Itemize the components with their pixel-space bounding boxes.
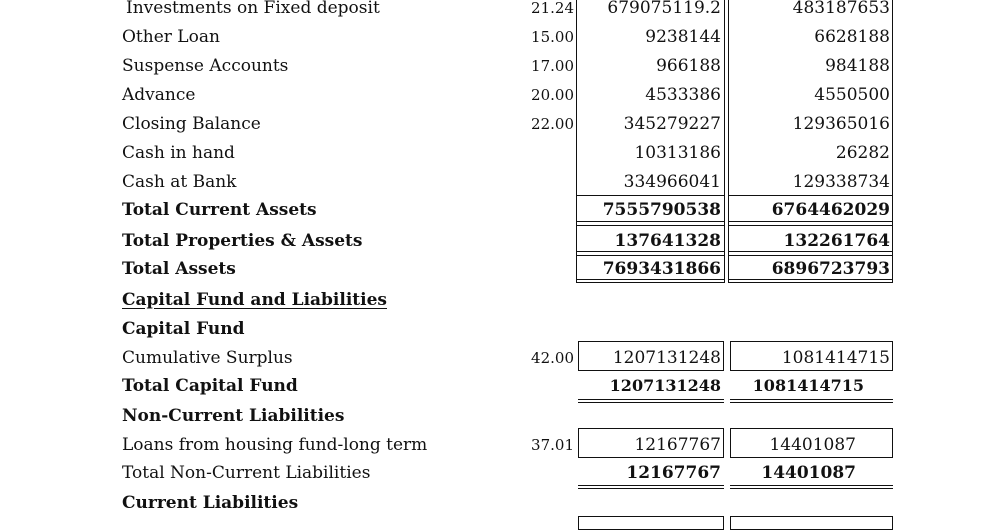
previous-year-value: 6764462029 — [771, 200, 890, 220]
row-label: Total Non-Current Liabilities — [122, 463, 371, 483]
note-number: 20.00 — [531, 86, 574, 104]
total-rule — [730, 488, 893, 489]
current-year-value: 9238144 — [645, 27, 721, 47]
current-year-value: 4533386 — [645, 85, 721, 105]
current-year-value: 1207131248 — [612, 348, 721, 368]
total-rule — [728, 279, 893, 280]
previous-year-value: 6896723793 — [771, 259, 890, 279]
row-label: Investments on Fixed deposit — [126, 0, 380, 18]
section-heading: Capital Fund and Liabilities — [122, 290, 387, 310]
column-rule — [724, 0, 725, 282]
total-rule — [730, 399, 893, 400]
column-rule — [576, 0, 577, 282]
section-heading-capital-fund — [0, 316, 1000, 344]
row-label: Cash at Bank — [122, 172, 237, 192]
previous-year-value: 26282 — [835, 143, 890, 163]
current-year-value: 679075119.2 — [607, 0, 721, 18]
total-rule — [728, 225, 893, 226]
value-box — [730, 516, 893, 530]
note-number: 37.01 — [531, 436, 574, 454]
current-year-value: 137641328 — [614, 231, 721, 251]
current-year-value: 1207131248 — [609, 376, 721, 395]
value-box — [578, 428, 724, 458]
row-label: Advance — [122, 85, 196, 105]
row-cash-at-bank — [0, 169, 1000, 197]
total-rule — [728, 255, 893, 256]
section-heading: Capital Fund — [122, 319, 245, 339]
row-label: Closing Balance — [122, 114, 261, 134]
row-label: Cash in hand — [122, 143, 235, 163]
current-year-value: 7693431866 — [602, 259, 721, 279]
total-rule — [576, 225, 725, 226]
current-year-value: 966188 — [656, 56, 721, 76]
row-suspense-accounts — [0, 53, 1000, 81]
row-label: Suspense Accounts — [122, 56, 289, 76]
total-rule — [576, 255, 725, 256]
row-label: Total Assets — [122, 259, 236, 279]
previous-year-value: 6628188 — [814, 27, 890, 47]
row-investments-fixed-deposit — [0, 0, 1000, 23]
current-year-value: 7555790538 — [602, 200, 721, 220]
row-total-non-current-liabilities — [0, 460, 1000, 488]
note-number: 21.24 — [531, 0, 574, 17]
row-label: Total Properties & Assets — [122, 231, 363, 251]
previous-year-value: 1081414715 — [781, 348, 890, 368]
total-rule — [576, 279, 725, 280]
total-rule — [578, 402, 724, 403]
value-box — [578, 341, 724, 371]
section-heading-non-current-liabilities — [0, 403, 1000, 431]
total-rule — [730, 402, 893, 403]
previous-year-value: 1081414715 — [752, 376, 864, 395]
total-rule — [578, 399, 724, 400]
total-rule — [728, 221, 893, 222]
previous-year-value: 984188 — [825, 56, 890, 76]
total-rule — [576, 221, 725, 222]
total-rule — [728, 195, 893, 196]
previous-year-value: 129338734 — [792, 172, 890, 192]
section-heading: Non-Current Liabilities — [122, 406, 345, 426]
previous-year-value: 14401087 — [761, 463, 856, 483]
section-heading: Current Liabilities — [122, 493, 299, 513]
column-rule — [892, 0, 893, 282]
note-number: 17.00 — [531, 57, 574, 75]
current-year-value: 345279227 — [623, 114, 721, 134]
row-other-loan — [0, 24, 1000, 52]
value-box — [578, 516, 724, 530]
row-cash-in-hand — [0, 140, 1000, 168]
total-rule — [576, 251, 725, 252]
note-number: 15.00 — [531, 28, 574, 46]
previous-year-value: 4550500 — [814, 85, 890, 105]
row-label: Other Loan — [122, 27, 220, 47]
current-year-value: 10313186 — [634, 143, 721, 163]
column-rule — [728, 0, 729, 282]
previous-year-value: 14401087 — [769, 435, 856, 455]
row-total-capital-fund — [0, 373, 1000, 401]
total-rule — [730, 485, 893, 486]
row-label: Cumulative Surplus — [122, 348, 293, 368]
section-heading-current-liabilities — [0, 490, 1000, 518]
row-label: Total Capital Fund — [122, 376, 298, 396]
note-number: 42.00 — [531, 349, 574, 367]
row-advance — [0, 82, 1000, 110]
section-heading-capital-fund-liabilities — [0, 287, 1000, 315]
current-year-value: 12167767 — [634, 435, 721, 455]
total-rule — [728, 251, 893, 252]
value-box — [730, 428, 893, 458]
note-number: 22.00 — [531, 115, 574, 133]
total-rule — [728, 282, 893, 283]
row-label: Loans from housing fund-long term — [122, 435, 428, 455]
row-closing-balance — [0, 111, 1000, 139]
previous-year-value: 132261764 — [783, 231, 890, 251]
previous-year-value: 483187653 — [792, 0, 890, 18]
total-rule — [578, 485, 724, 486]
previous-year-value: 129365016 — [792, 114, 890, 134]
current-year-value: 12167767 — [626, 463, 721, 483]
current-year-value: 334966041 — [623, 172, 721, 192]
total-rule — [576, 195, 725, 196]
total-rule — [576, 282, 725, 283]
row-label: Total Current Assets — [122, 200, 317, 220]
total-rule — [578, 488, 724, 489]
value-box — [730, 341, 893, 371]
